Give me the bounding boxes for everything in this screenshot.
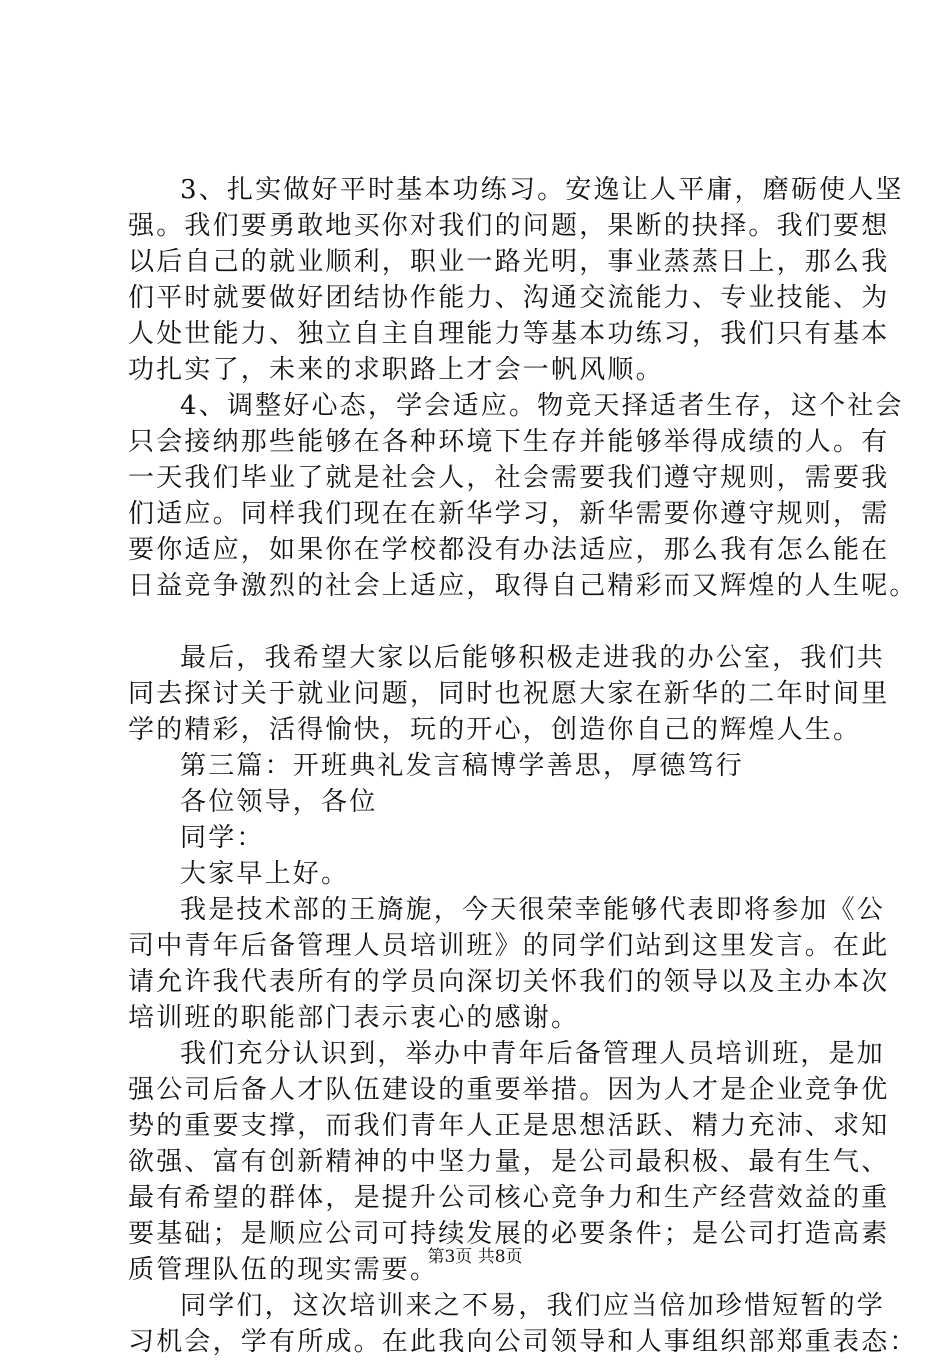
text-line: 同去探讨关于就业问题，同时也祝愿大家在新华的二年时间里 <box>128 679 890 709</box>
paragraph <box>128 892 890 1036</box>
paragraph <box>128 1288 918 1360</box>
text-line: 势的重要支撑，而我们青年人正是思想活跃、精力充沛、求知 <box>128 1111 890 1141</box>
text-line: 学的精彩，活得愉快，玩的开心，创造你自己的辉煌人生。 <box>128 715 862 745</box>
text-line: 第三篇：开班典礼发言稿博学善思，厚德笃行 <box>180 751 745 781</box>
text-line: 强。我们要勇敢地买你对我们的问题，果断的抉择。我们要想 <box>128 211 890 241</box>
paragraph <box>128 388 918 604</box>
text-line: 要你适应，如果你在学校都没有办法适应，那么我有怎么能在 <box>128 535 890 565</box>
text-line: 们平时就要做好团结协作能力、沟通交流能力、专业技能、为 <box>128 283 890 313</box>
text-line: 各位领导，各位 <box>180 787 378 817</box>
text-line: 要基础；是顺应公司可持续发展的必要条件；是公司打造高素 <box>128 1219 890 1249</box>
paragraph-gap <box>128 604 848 640</box>
text-line: 我们充分认识到，举办中青年后备管理人员培训班，是加 <box>180 1039 886 1069</box>
paragraph <box>128 820 848 856</box>
text-line: 质管理队伍的现实需要。 <box>128 1255 439 1285</box>
paragraph <box>128 172 904 388</box>
text-line: 3、扎实做好平时基本功练习。安逸让人平庸，磨砺使人坚 <box>180 175 904 205</box>
text-line: 强公司后备人才队伍建设的重要举措。因为人才是企业竞争优 <box>128 1075 890 1105</box>
text-line: 一天我们毕业了就是社会人，社会需要我们遵守规则，需要我 <box>128 463 890 493</box>
paragraph <box>128 748 848 784</box>
page-footer: 第3页 共8页 <box>427 1247 523 1267</box>
text-line: 们适应。同样我们现在在新华学习，新华需要你遵守规则，需 <box>128 499 890 529</box>
text-line: 人处世能力、独立自主自理能力等基本功练习，我们只有基本 <box>128 319 890 349</box>
text-line: 司中青年后备管理人员培训班》的同学们站到这里发言。在此 <box>128 931 890 961</box>
text-line: 4、调整好心态，学会适应。物竞天择适者生存，这个社会 <box>180 391 904 421</box>
text-line: 同学： <box>180 823 265 853</box>
paragraph <box>128 784 848 820</box>
text-line: 大家早上好。 <box>180 859 350 889</box>
text-line: 只会接纳那些能够在各种环境下生存并能够举得成绩的人。有 <box>128 427 890 457</box>
text-line: 最有希望的群体，是提升公司核心竞争力和生产经营效益的重 <box>128 1183 890 1213</box>
document-body <box>128 172 918 1360</box>
text-line: 以后自己的就业顺利，职业一路光明，事业蒸蒸日上，那么我 <box>128 247 890 277</box>
text-line: 最后，我希望大家以后能够积极走进我的办公室，我们共 <box>180 643 886 673</box>
text-line: 培训班的职能部门表示衷心的感谢。 <box>128 1003 580 1033</box>
text-line: 功扎实了，未来的求职路上才会一帆风顺。 <box>128 355 664 385</box>
paragraph <box>128 640 890 748</box>
text-line: 同学们，这次培训来之不易，我们应当倍加珍惜短暂的学 <box>180 1291 886 1321</box>
text-line: 请允许我代表所有的学员向深切关怀我们的领导以及主办本次 <box>128 967 890 997</box>
text-line: 我是技术部的王旖旎，今天很荣幸能够代表即将参加《公 <box>180 895 886 925</box>
paragraph <box>128 856 848 892</box>
text-line: 日益竞争激烈的社会上适应，取得自己精彩而又辉煌的人生呢。 <box>128 571 918 601</box>
text-line: 习机会，学有所成。在此我向公司领导和人事组织部郑重表态： <box>128 1327 918 1357</box>
text-line: 欲强、富有创新精神的中坚力量，是公司最积极、最有生气、 <box>128 1147 890 1177</box>
